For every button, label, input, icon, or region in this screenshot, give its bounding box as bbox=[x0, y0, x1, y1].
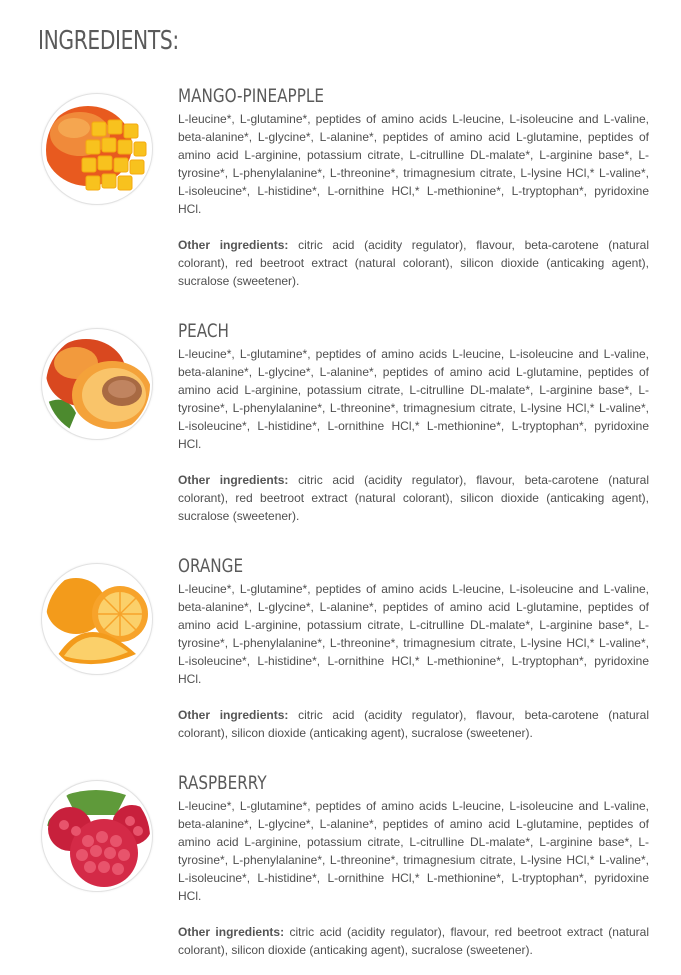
other-ingredients bbox=[178, 236, 649, 290]
peach-image bbox=[41, 328, 153, 440]
ingredients-text: L-leucine*, L-glutamine*, peptides of amino acids L-leucine, L-isoleucine and L-valine, beta-alanine*, L-glycine*, L-alanine*, peptides of amino acid L-glutamine, peptides of amino acid L-arginine, potassium citrate, L-citrulline DL-malate*, L-arginine base*, L-tyrosine*, L-phenylalanine*, L-threonine*, trimagnesium citrate, L-lysine HCl,* L-valine*, L-isoleucine*, L-histidine*, L-ornithine HCl,* L-methionine*, L-tryptophan*, pyridoxine HCl. bbox=[178, 112, 649, 216]
ingredients-text: L-leucine*, L-glutamine*, peptides of amino acids L-leucine, L-isoleucine and L-valine, beta-alanine*, L-glycine*, L-alanine*, peptides of amino acid L-glutamine, peptides of amino acid L-arginine, potassium citrate, L-citrulline DL-malate*, L-arginine base*, L-tyrosine*, L-phenylalanine*, L-threonine*, trimagnesium citrate, L-lysine HCl,* L-valine*, L-isoleucine*, L-histidine*, L-ornithine HCl,* L-methionine*, L-tryptophan*, pyridoxine HCl. bbox=[178, 799, 649, 903]
flavor-title: RASPBERRY bbox=[178, 772, 267, 794]
orange-image bbox=[41, 563, 153, 675]
other-ingredients-text: citric acid (acidity regulator), flavour, red beetroot extract (natural colorant), silicon dioxide (anticaking agent), sucralose (sweetener). bbox=[178, 925, 649, 957]
other-ingredients-label: Other ingredients: bbox=[178, 925, 285, 939]
ingredients-text: L-leucine*, L-glutamine*, peptides of amino acids L-leucine, L-isoleucine and L-valine, beta-alanine*, L-glycine*, L-alanine*, peptides of amino acid L-glutamine, peptides of amino acid L-arginine, potassium citrate, L-citrulline DL-malate*, L-arginine base*, L-tyrosine*, L-phenylalanine*, L-threonine*, trimagnesium citrate, L-lysine HCl,* L-valine*, L-isoleucine*, L-histidine*, L-ornithine HCl,* L-methionine*, L-tryptophan*, pyridoxine HCl. bbox=[178, 347, 649, 451]
flavor-title: MANGO-PINEAPPLE bbox=[178, 85, 324, 107]
other-ingredients bbox=[178, 706, 649, 742]
other-ingredients-label: Other ingredients: bbox=[178, 473, 289, 487]
flavor-title: PEACH bbox=[178, 320, 229, 342]
other-ingredients-label: Other ingredients: bbox=[178, 708, 289, 722]
other-ingredients-label: Other ingredients: bbox=[178, 238, 289, 252]
ingredients-text: L-leucine*, L-glutamine*, peptides of amino acids L-leucine, L-isoleucine and L-valine, beta-alanine*, L-glycine*, L-alanine*, peptides of amino acid L-glutamine, peptides of amino acid L-arginine, potassium citrate, L-citrulline DL-malate*, L-arginine base*, L-tyrosine*, L-phenylalanine*, L-threonine*, trimagnesium citrate, L-lysine HCl,* L-valine*, L-isoleucine*, L-histidine*, L-ornithine HCl,* L-methionine*, L-tryptophan*, pyridoxine HCl. bbox=[178, 582, 649, 686]
other-ingredients bbox=[178, 471, 649, 525]
other-ingredients-text: citric acid (acidity regulator), flavour, beta-carotene (natural colorant), red beetroot extract (natural colorant), silicon dioxide (anticaking agent), sucralose (sweetener). bbox=[178, 238, 649, 288]
raspberry-image bbox=[41, 780, 153, 892]
flavor-title: ORANGE bbox=[178, 555, 244, 577]
page-title: INGREDIENTS: bbox=[38, 26, 179, 56]
other-ingredients bbox=[178, 923, 649, 959]
mango-image bbox=[41, 93, 153, 205]
other-ingredients-text: citric acid (acidity regulator), flavour, beta-carotene (natural colorant), red beetroot extract (natural colorant), silicon dioxide (anticaking agent), sucralose (sweetener). bbox=[178, 473, 649, 523]
other-ingredients-text: citric acid (acidity regulator), flavour, beta-carotene (natural colorant), silicon dioxide (anticaking agent), sucralose (sweetener). bbox=[178, 708, 649, 740]
